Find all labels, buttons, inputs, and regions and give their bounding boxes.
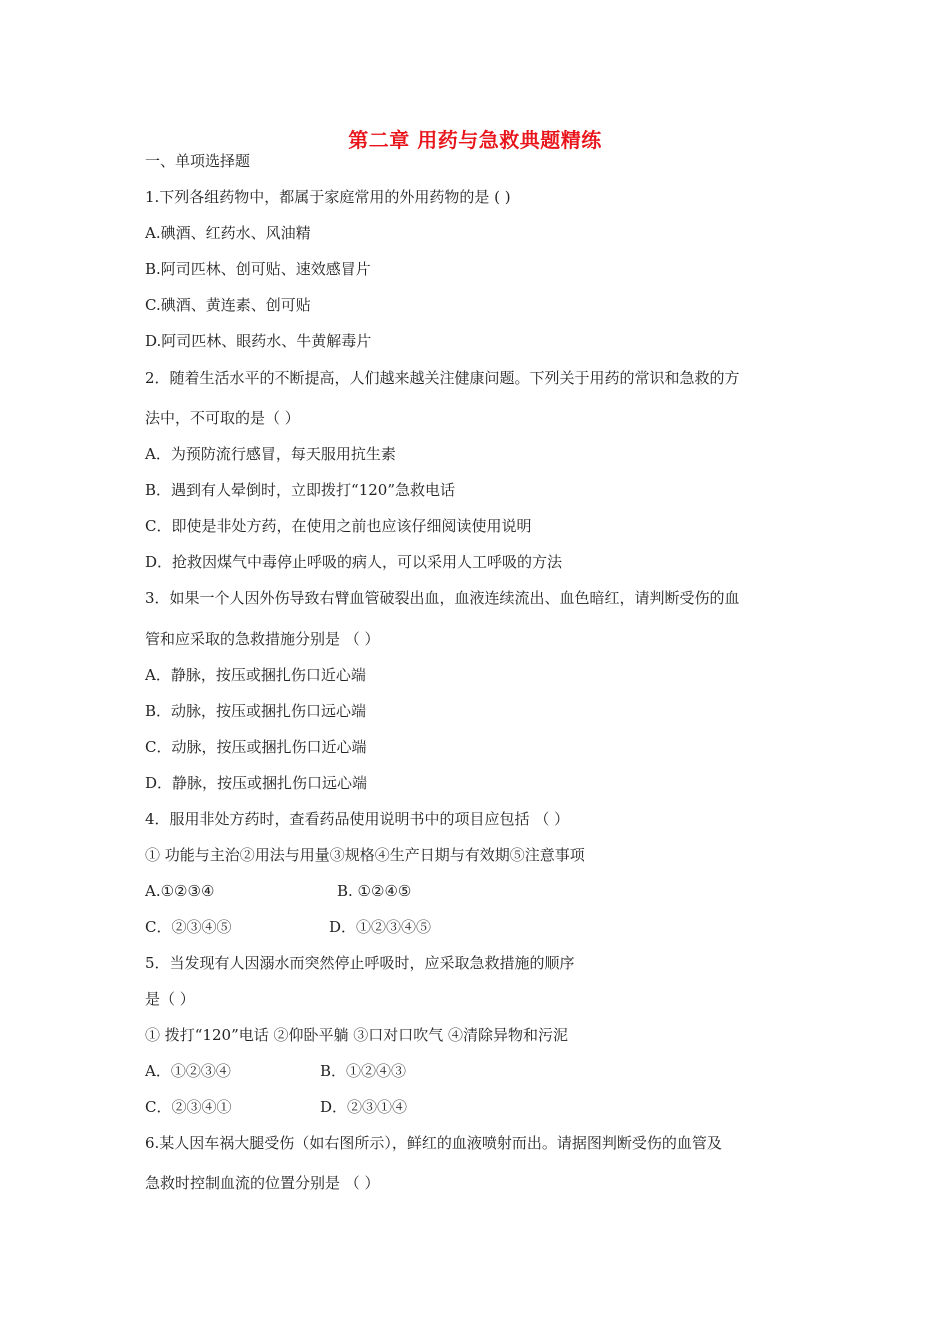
question-5-option-d: D．②③①④ [320, 1098, 408, 1116]
question-2-option-d: D．抢救因煤气中毒停止呼吸的病人，可以采用人工呼吸的方法 [145, 553, 563, 571]
question-4-items: ① 功能与主治②用法与用量③规格④生产日期与有效期⑤注意事项 [145, 846, 585, 864]
question-4-options-row-2 [145, 917, 432, 937]
question-2-option-b: B．遇到有人晕倒时，立即拨打“120”急救电话 [145, 481, 455, 499]
question-1-option-a: A.碘酒、红药水、风油精 [145, 224, 311, 242]
question-2-stem-line-2: 法中，不可取的是（ ） [145, 409, 300, 427]
question-5-options-row-1 [145, 1061, 407, 1081]
question-4-options-row-1 [145, 881, 412, 901]
question-5-options-row-2 [145, 1097, 408, 1117]
question-6-stem-line-2: 急救时控制血流的位置分别是 （ ） [145, 1174, 380, 1192]
question-5-stem-line-2: 是（ ） [145, 990, 195, 1008]
question-5-option-b: B．①②④③ [320, 1062, 407, 1080]
question-3-stem-line-1: 3．如果一个人因外伤导致右臂血管破裂出血，血液连续流出、血色暗红，请判断受伤的血 [145, 589, 740, 607]
question-5-stem-line-1: 5．当发现有人因溺水而突然停止呼吸时，应采取急救措施的顺序 [145, 954, 575, 972]
question-2-option-a: A．为预防流行感冒，每天服用抗生素 [145, 445, 396, 463]
question-3-option-b: B．动脉，按压或捆扎伤口远心端 [145, 702, 367, 720]
section-heading: 一、单项选择题 [145, 152, 251, 170]
question-1-stem: 1.下列各组药物中，都属于家庭常用的外用药物的是 ( ) [145, 188, 511, 206]
question-3-option-a: A．静脉，按压或捆扎伤口近心端 [145, 666, 366, 684]
question-4-option-c: C．②③④⑤ [145, 918, 232, 936]
question-1-option-c: C.碘酒、黄连素、创可贴 [145, 296, 311, 314]
page-title: 第二章 用药与急救典题精练 [348, 128, 602, 152]
question-2-option-c: C．即使是非处方药，在使用之前也应该仔细阅读使用说明 [145, 517, 532, 535]
question-3-option-c: C．动脉，按压或捆扎伤口近心端 [145, 738, 367, 756]
question-3-stem-line-2: 管和应采取的急救措施分别是 （ ） [145, 630, 380, 648]
question-5-option-a: A．①②③④ [145, 1062, 231, 1080]
question-5-items: ① 拨打“120”电话 ②仰卧平躺 ③口对口吹气 ④清除异物和污泥 [145, 1026, 569, 1044]
question-2-stem-line-1: 2．随着生活水平的不断提高，人们越来越关注健康问题。下列关于用药的常识和急救的方 [145, 369, 740, 387]
question-4-option-a: A.①②③④ [145, 882, 215, 900]
question-5-option-c: C．②③④① [145, 1098, 232, 1116]
question-6-stem-line-1: 6.某人因车祸大腿受伤（如右图所示），鲜红的血液喷射而出。请据图判断受伤的血管及 [145, 1134, 722, 1152]
question-4-stem: 4．服用非处方药时，查看药品使用说明书中的项目应包括 （ ） [145, 810, 570, 828]
question-4-option-b: B. ①②④⑤ [337, 882, 412, 900]
question-4-option-d: D．①②③④⑤ [329, 918, 432, 936]
question-1-option-b: B.阿司匹林、创可贴、速效感冒片 [145, 260, 371, 278]
question-1-option-d: D.阿司匹林、眼药水、牛黄解毒片 [145, 332, 372, 350]
question-3-option-d: D．静脉，按压或捆扎伤口远心端 [145, 774, 368, 792]
